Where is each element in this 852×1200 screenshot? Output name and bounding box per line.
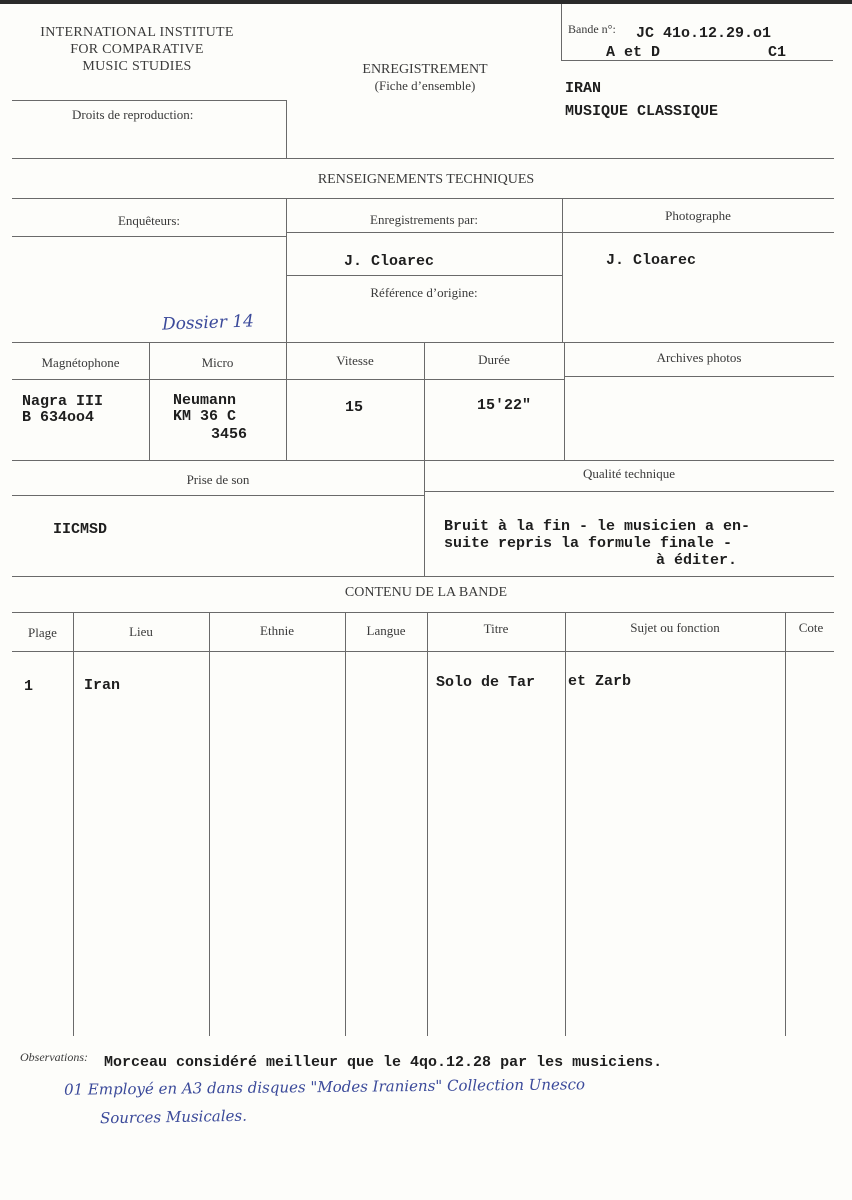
tape-code: C1 [768,44,787,61]
row-sujet: et Zarb [568,673,632,690]
divider [12,460,834,461]
observations-label: Observations: [20,1050,88,1064]
divider [286,342,287,460]
divider [12,158,834,159]
divider [12,379,564,380]
mic-header: Micro [201,355,234,370]
column-header-sujet: Sujet ou fonction [630,620,720,635]
divider [562,198,563,342]
divider [561,4,562,60]
technical-section-title: RENSEIGNEMENTS TECHNIQUES [317,172,535,187]
quality-label: Qualité technique [582,466,676,481]
divider [149,342,150,460]
duration-header: Durée [478,352,510,367]
divider [561,60,833,61]
column-header-lieu: Lieu [129,624,153,639]
quality-line-3: à éditer. [656,552,738,569]
origin-ref-label: Référence d’origine: [370,285,478,300]
column-header-plage: Plage [28,625,57,640]
divider [286,100,287,158]
divider [286,275,562,276]
row-lieu: Iran [84,677,121,694]
observations-handwritten-1: 01 Employé en A3 dans disques "Modes Iraniens" Collection Unesco [63,1075,586,1099]
investigators-label: Enquêteurs: [117,213,181,228]
row-plage: 1 [24,678,34,695]
divider [12,651,834,652]
divider [12,236,286,237]
divider [12,495,424,496]
divider [345,612,346,1036]
divider [427,612,428,1036]
column-header-ethnie: Ethnie [260,623,294,638]
quality-line-2: suite repris la formule finale - [444,535,733,552]
divider [564,376,834,377]
form-subtitle: (Fiche d’ensemble) [374,78,476,93]
capture-value: IICMSD [53,521,108,538]
institute-line-3: MUSIC STUDIES [82,59,192,74]
divider [286,232,834,233]
dossier-handwritten-note: Dossier 14 [161,311,255,335]
recorder-line-2: B 634oo4 [22,409,95,426]
divider [564,342,565,460]
divider [12,100,286,101]
duration-value: 15'22" [477,397,532,414]
speed-header: Vitesse [336,353,374,368]
mic-line-1: Neumann [173,392,237,409]
divider [209,612,210,1036]
capture-label: Prise de son [186,472,250,487]
tape-number-value: JC 41o.12.29.o1 [636,25,772,42]
form-title-text: ENREGISTREMENT [362,62,488,77]
mic-line-3: 3456 [211,426,248,443]
divider [785,612,786,1036]
tape-number-label: Bande n°: [568,22,616,36]
divider [73,612,74,1036]
quality-line-1: Bruit à la fin - le musicien a en- [444,518,751,535]
rights-label: Droits de reproduction: [72,107,194,122]
divider [12,198,834,199]
institute-name [12,24,262,75]
photo-archives-header: Archives photos [656,350,742,365]
column-header-cote: Cote [798,620,824,635]
divider [424,460,425,576]
observations-handwritten-2: Sources Musicales. [99,1106,248,1128]
photographer-label: Photographe [665,208,731,223]
tape-genre: MUSIQUE CLASSIQUE [565,103,719,120]
divider [286,198,287,342]
divider [12,576,834,577]
institute-line-1: INTERNATIONAL INSTITUTE [40,25,234,40]
recorder-header: Magnétophone [41,355,120,370]
observations-typed: Morceau considéré meilleur que le 4qo.12.28 par les musiciens. [104,1054,663,1071]
divider [424,342,425,460]
institute-line-2: FOR COMPARATIVE [70,42,204,57]
mic-line-2: KM 36 C [173,408,237,425]
photographer-value: J. Cloarec [606,252,697,269]
tape-country: IRAN [565,80,602,97]
tape-sides: A et D [606,44,661,61]
divider [12,342,834,343]
divider [12,612,834,613]
column-header-langue: Langue [366,623,406,638]
speed-value: 15 [345,399,364,416]
recorder-line-1: Nagra III [22,393,104,410]
contents-section-title: CONTENU DE LA BANDE [344,585,508,600]
divider [424,491,834,492]
recorded-by-label: Enregistrements par: [370,212,478,227]
divider [565,612,566,1036]
column-header-titre: Titre [483,621,509,636]
scan-edge [0,0,852,4]
recorded-by-value: J. Cloarec [344,253,435,270]
form-title [335,62,515,94]
row-titre: Solo de Tar [436,674,536,691]
